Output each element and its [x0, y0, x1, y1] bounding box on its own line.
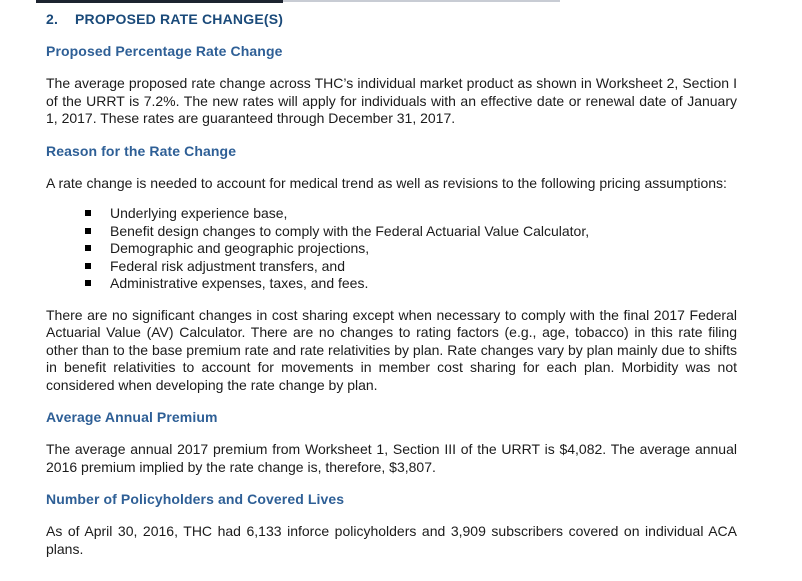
bullet-square-icon	[85, 245, 91, 251]
section-title: PROPOSED RATE CHANGE(S)	[75, 11, 284, 27]
list-item	[46, 240, 737, 258]
subheading-average-annual-premium: Average Annual Premium	[46, 409, 218, 425]
list-item-text: Administrative expenses, taxes, and fees.	[110, 275, 369, 291]
list-item	[46, 275, 737, 293]
bullet-square-icon	[85, 228, 91, 234]
document-page	[46, 11, 737, 558]
paragraph-cost-sharing: There are no significant changes in cost sharing except when necessary to comply with the final 2017 Federal Actuarial Value (AV) Calculator. There are no changes to rating factors (e.g., age, tobacco) in this rate filing other than to the base premium rate and rate relativities by plan. Rate changes vary by plan mainly due to shifts in benefit relativities to account for movements in member cost sharing for each plan. Morbidity was not considered when developing the rate change by plan.	[46, 306, 737, 393]
list-item-text: Demographic and geographic projections,	[110, 240, 370, 256]
section-number: 2.	[46, 11, 59, 27]
subheading-reason-for-rate-change: Reason for the Rate Change	[46, 142, 237, 159]
pricing-assumptions-list	[46, 205, 737, 293]
paragraph-proposed-rate-change: The average proposed rate change across THC’s individual market product as shown in Worksheet 2, Section I of the URRT is 7.2%. The new rates will apply for individuals with an effective date or renewal date of January 1, 2017. These rates are guaranteed through December 31, 2017.	[46, 75, 737, 126]
list-item	[46, 223, 737, 241]
bullet-square-icon	[85, 210, 91, 216]
subheading-proposed-percentage-rate-change: Proposed Percentage Rate Change	[46, 43, 283, 59]
paragraph-reason-intro: A rate change is needed to account for medical trend as well as revisions to the following pricing assumptions:	[46, 174, 727, 191]
section-heading	[46, 11, 737, 28]
paragraph-average-annual-premium: The average annual 2017 premium from Worksheet 1, Section III of the URRT is $4,082. The average annual 2016 premium implied by the rate change is, therefore, $3,807.	[46, 441, 737, 475]
cutoff-previous-line-remnant-faint	[283, 0, 560, 2]
list-item-text: Federal risk adjustment transfers, and	[110, 257, 345, 274]
bullet-square-icon	[85, 280, 91, 286]
cutoff-previous-line-remnant	[36, 0, 283, 3]
list-item-text: Underlying experience base,	[110, 205, 288, 221]
subheading-policyholders-covered-lives: Number of Policyholders and Covered Lives	[46, 491, 345, 507]
list-item-text: Benefit design changes to comply with the Federal Actuarial Value Calculator,	[110, 222, 590, 239]
list-item	[46, 258, 737, 276]
bullet-square-icon	[85, 263, 91, 269]
list-item	[46, 205, 737, 223]
paragraph-policyholders-covered-lives: As of April 30, 2016, THC had 6,133 inforce policyholders and 3,909 subscribers covered on individual ACA plans.	[46, 523, 737, 557]
